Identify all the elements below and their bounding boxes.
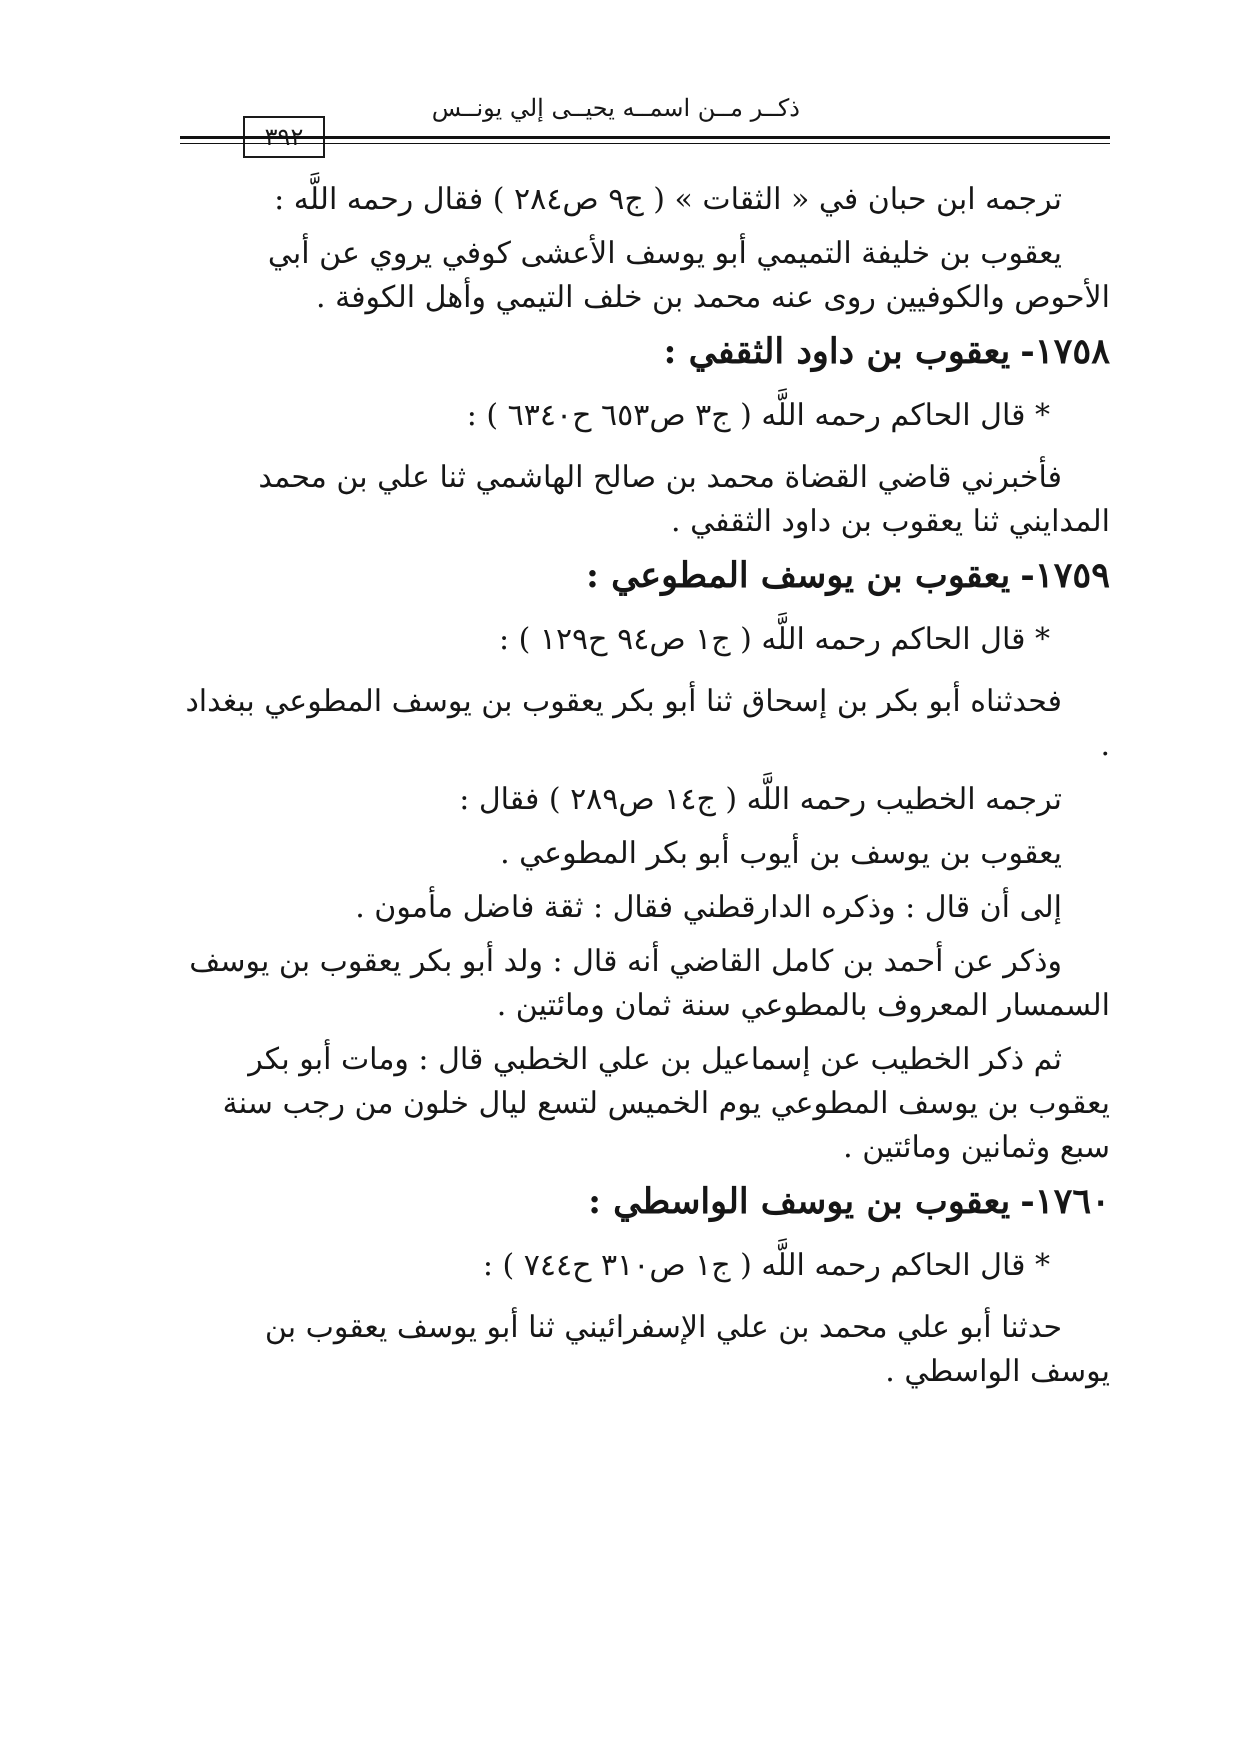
entry-heading	[180, 1180, 1110, 1224]
entry-number: ١٧٦٠-	[1020, 1181, 1110, 1222]
page-body	[180, 178, 1110, 1404]
entry-heading	[180, 554, 1110, 598]
paragraph: فحدثناه أبو بكر بن إسحاق ثنا أبو بكر يعقوب بن يوسف المطوعي ببغداد .	[185, 684, 1110, 763]
paragraph: فأخبرني قاضي القضاة محمد بن صالح الهاشمي ثنا علي بن محمد المدايني ثنا يعقوب بن داود الثقفي .	[258, 460, 1110, 539]
running-title: ذكــر مــن اسمــه يحيــى إلي يونــس	[431, 94, 800, 122]
source-citation: * قال الحاكم رحمه اللَّه ( ج١ ص٩٤ ح١٢٩ ) :	[498, 622, 1050, 657]
paragraph: يعقوب بن خليفة التميمي أبو يوسف الأعشى كوفي يروي عن أبي الأحوص والكوفيين روى عنه محمد بن خلف التيمي وأهل الكوفة .	[267, 236, 1110, 315]
header-rule-thin	[180, 143, 1110, 144]
paragraph: وذكر عن أحمد بن كامل القاضي أنه قال : ولد أبو بكر يعقوب بن يوسف السمسار المعروف بالمطوعي سنة ثمان ومائتين .	[189, 944, 1110, 1023]
paragraph: إلى أن قال : وذكره الدارقطني فقال : ثقة فاضل مأمون .	[355, 890, 1062, 925]
paragraph: ترجمه ابن حبان في « الثقات » ( ج٩ ص٢٨٤ ) فقال رحمه اللَّه :	[274, 182, 1062, 217]
entry-number: ١٧٥٨-	[1020, 331, 1110, 372]
entry-number: ١٧٥٩-	[1020, 555, 1110, 596]
header-rule-thick	[180, 136, 1110, 139]
entry-heading	[180, 330, 1110, 374]
entry-title: يعقوب بن يوسف المطوعي :	[586, 555, 1011, 596]
source-citation: * قال الحاكم رحمه اللَّه ( ج١ ص٣١٠ ح٧٤٤ ) :	[482, 1248, 1050, 1283]
paragraph: ترجمه الخطيب رحمه اللَّه ( ج١٤ ص٢٨٩ ) فقال :	[459, 782, 1062, 817]
source-citation: * قال الحاكم رحمه اللَّه ( ج٣ ص٦٥٣ ح٦٣٤٠ ) :	[466, 398, 1050, 433]
paragraph: يعقوب بن يوسف بن أيوب أبو بكر المطوعي .	[500, 836, 1062, 871]
entry-title: يعقوب بن داود الثقفي :	[663, 331, 1011, 372]
entry-title: يعقوب بن يوسف الواسطي :	[588, 1181, 1011, 1222]
page-header	[180, 88, 1110, 168]
paragraph: حدثنا أبو علي محمد بن علي الإسفرائيني ثنا أبو يوسف يعقوب بن يوسف الواسطي .	[264, 1310, 1110, 1389]
page-number: ٣٩٢	[243, 116, 325, 158]
paragraph: ثم ذكر الخطيب عن إسماعيل بن علي الخطبي قال : ومات أبو بكر يعقوب بن يوسف المطوعي يوم الخميس لتسع ليال خلون من رجب سنة سبع وثمانين ومائتين .	[222, 1042, 1110, 1165]
